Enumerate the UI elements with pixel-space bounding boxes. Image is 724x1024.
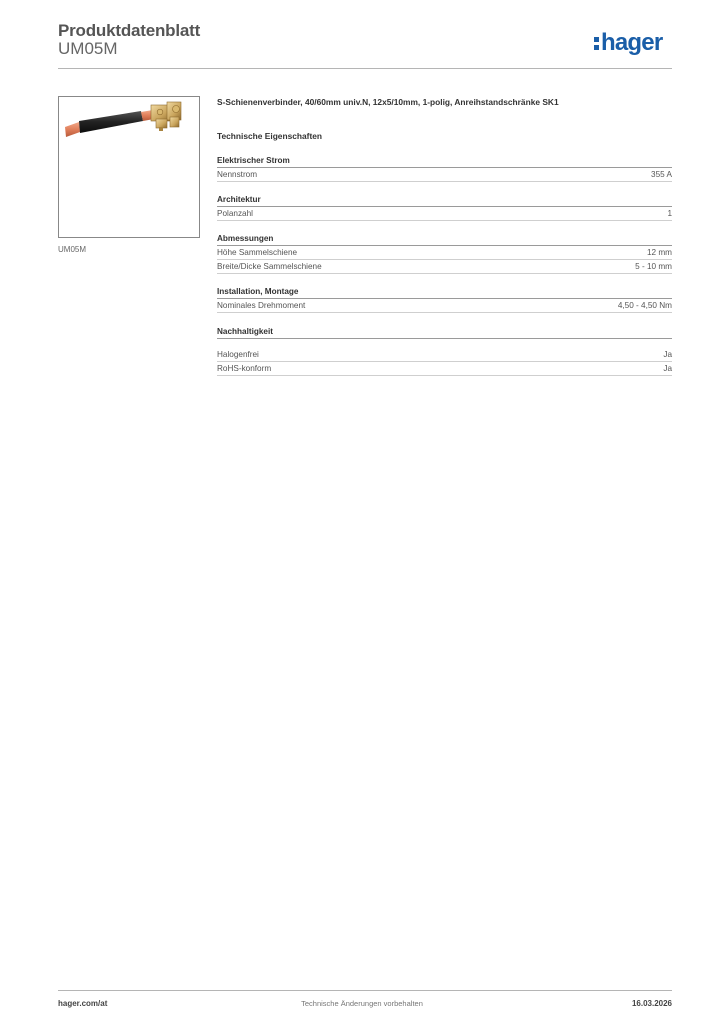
footer-divider bbox=[58, 990, 672, 991]
logo-text: hager bbox=[601, 29, 663, 56]
footer-note: Technische Änderungen vorbehalten bbox=[301, 999, 423, 1008]
spec-row bbox=[217, 168, 672, 182]
group-title: Nachhaltigkeit bbox=[217, 326, 672, 339]
group-title: Architektur bbox=[217, 194, 672, 207]
product-code: UM05M bbox=[58, 39, 118, 58]
spec-value: 12 mm bbox=[646, 248, 672, 257]
spec-label: RoHS-konform bbox=[217, 364, 272, 373]
group-title: Abmessungen bbox=[217, 233, 672, 246]
header-divider bbox=[58, 68, 672, 69]
product-description: S-Schienenverbinder, 40/60mm univ.N, 12x5/10mm, 1-polig, Anreihstandschränke SK1 bbox=[217, 97, 559, 107]
spec-label: Nominales Drehmoment bbox=[217, 301, 306, 310]
hager-logo bbox=[594, 30, 662, 56]
group-title: Installation, Montage bbox=[217, 286, 672, 299]
image-caption: UM05M bbox=[58, 245, 87, 254]
spec-group-installation-montage bbox=[217, 286, 672, 313]
spec-value: 355 A bbox=[651, 170, 672, 179]
spec-label: Nennstrom bbox=[217, 170, 258, 179]
product-image bbox=[58, 96, 200, 238]
logo-dots-icon bbox=[594, 37, 599, 50]
spec-value: Ja bbox=[663, 364, 672, 373]
spec-value: 1 bbox=[667, 209, 672, 218]
page-title: Produktdatenblatt bbox=[58, 21, 201, 40]
group-title: Elektrischer Strom bbox=[217, 155, 672, 168]
spec-row bbox=[217, 260, 672, 274]
spec-group-nachhaltigkeit bbox=[217, 326, 672, 376]
spec-value: Ja bbox=[663, 350, 672, 359]
spec-row bbox=[217, 207, 672, 221]
spec-label: Polanzahl bbox=[217, 209, 253, 218]
footer-website-link[interactable]: hager.com/at bbox=[58, 999, 108, 1008]
section-heading: Technische Eigenschaften bbox=[217, 131, 323, 141]
spec-row bbox=[217, 362, 672, 376]
spec-value: 5 - 10 mm bbox=[635, 262, 672, 271]
footer-date: 16.03.2026 bbox=[631, 999, 672, 1008]
spec-group-elektrischer-strom bbox=[217, 155, 672, 182]
spec-row bbox=[217, 299, 672, 313]
spec-label: Halogenfrei bbox=[217, 350, 259, 359]
spec-label: Höhe Sammelschiene bbox=[217, 248, 298, 257]
spec-label: Breite/Dicke Sammelschiene bbox=[217, 262, 322, 271]
spec-value: 4,50 - 4,50 Nm bbox=[617, 301, 672, 310]
spec-group-abmessungen bbox=[217, 233, 672, 274]
spec-row bbox=[217, 246, 672, 260]
busbar-connector-icon bbox=[59, 97, 199, 237]
spec-group-architektur bbox=[217, 194, 672, 221]
spec-row bbox=[217, 348, 672, 362]
